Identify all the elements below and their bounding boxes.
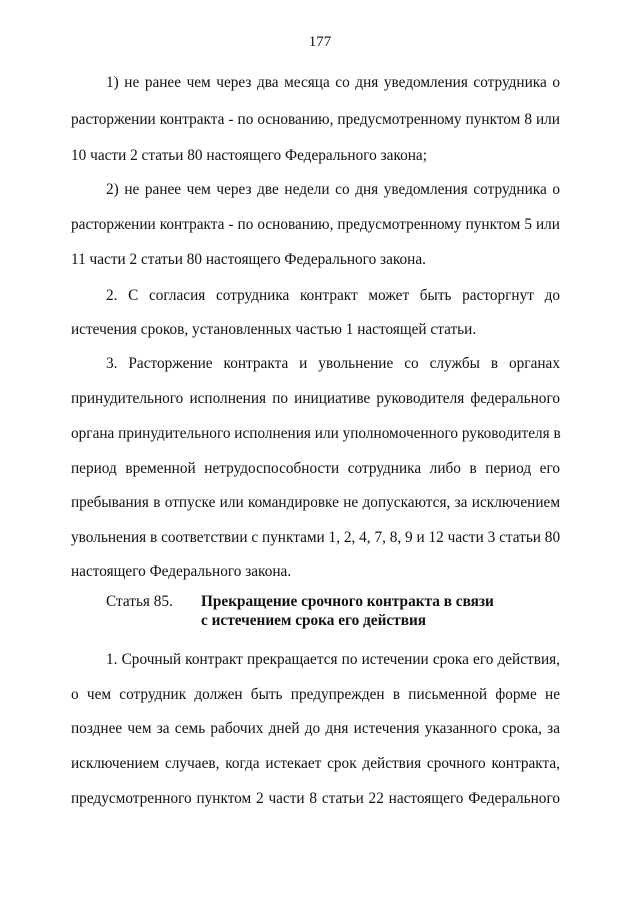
text-line: 1. Срочный контракт прекращается по истечении срока его действия, — [106, 651, 560, 668]
text-line: 3. Расторжение контракта и увольнение со службы в органах — [106, 355, 560, 372]
article-title-line: с истечением срока его действия — [201, 612, 427, 629]
text-line: органа принудительного исполнения или уполномоченного руководителя в — [71, 425, 561, 442]
text-line: 1) не ранее чем через два месяца со дня уведомления сотрудника о — [106, 74, 560, 91]
text-line: расторжении контракта - по основанию, предусмотренному пунктом 8 или — [71, 111, 560, 128]
text-line: истечения сроков, установленных частью 1 настоящей статьи. — [71, 321, 477, 338]
text-line: пребывания в отпуске или командировке не допускаются, за исключением — [71, 494, 560, 511]
text-line: принудительного исполнения по инициативе руководителя федерального — [71, 390, 560, 407]
text-line: 11 части 2 статьи 80 настоящего Федерального закона. — [71, 251, 426, 268]
text-line: увольнения в соответствии с пунктами 1, 2, 4, 7, 8, 9 и 12 части 3 статьи 80 — [71, 529, 561, 546]
text-line: исключением случаев, когда истекает срок действия срочного контракта, — [71, 755, 560, 772]
text-line: о чем сотрудник должен быть предупрежден в письменной форме не — [71, 686, 560, 703]
page-number: 177 — [308, 34, 332, 50]
text-line: расторжении контракта - по основанию, предусмотренному пунктом 5 или — [71, 216, 560, 233]
text-line: предусмотренного пунктом 2 части 8 статьи 22 настоящего Федерального — [71, 790, 560, 807]
article-label: Статья 85. — [106, 593, 173, 610]
text-line: 2. С согласия сотрудника контракт может быть расторгнут до — [106, 287, 560, 304]
text-line: 2) не ранее чем через две недели со дня уведомления сотрудника о — [106, 181, 560, 198]
text-line: настоящего Федерального закона. — [71, 563, 292, 580]
article-title-line: Прекращение срочного контракта в связи — [201, 593, 494, 610]
text-line: позднее чем за семь рабочих дней до дня истечения указанного срока, за — [71, 720, 560, 737]
text-line: период временной нетрудоспособности сотрудника либо в период его — [71, 460, 560, 477]
text-line: 10 части 2 статьи 80 настоящего Федерального закона; — [71, 147, 427, 164]
